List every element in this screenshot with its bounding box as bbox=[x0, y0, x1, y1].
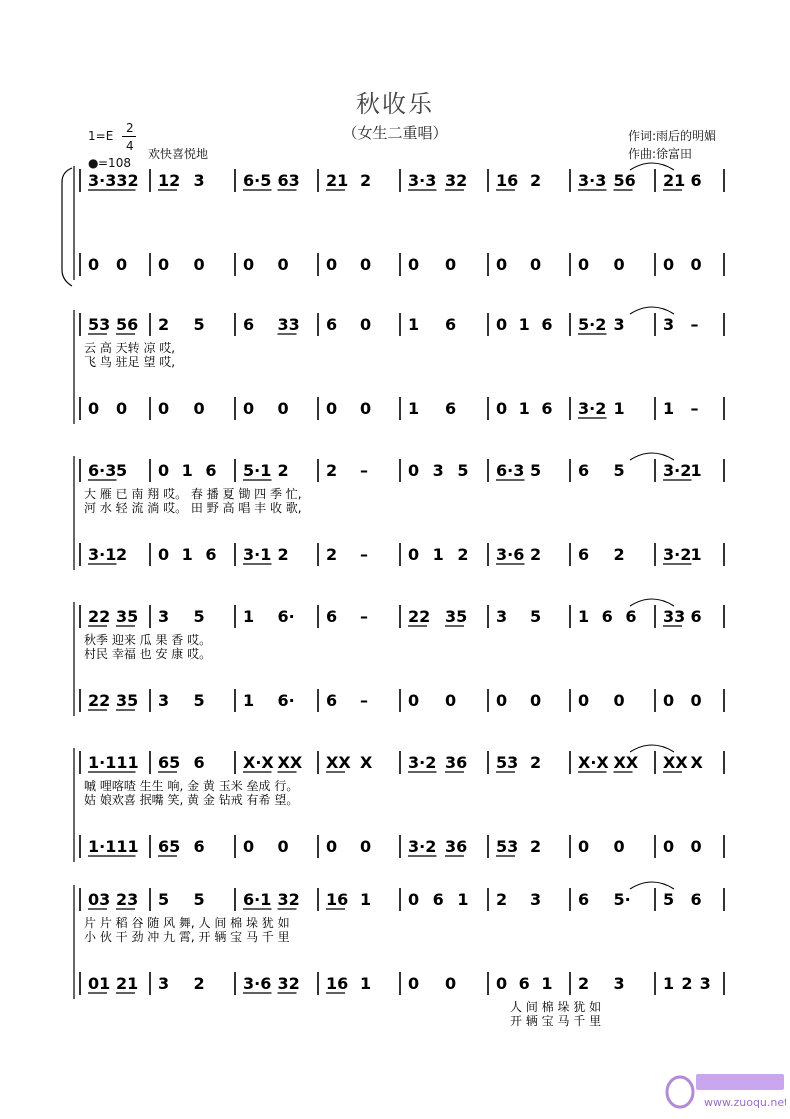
note: 0 bbox=[326, 255, 338, 274]
composer: 作曲:徐富田 bbox=[628, 147, 693, 161]
note: 1·111 bbox=[88, 837, 139, 856]
note: 0 bbox=[158, 545, 170, 564]
tempo: =108 bbox=[98, 156, 131, 170]
note: 1 bbox=[457, 890, 469, 909]
note: 2 bbox=[530, 171, 542, 190]
tie-slur bbox=[630, 882, 674, 889]
note: 5 bbox=[613, 461, 625, 480]
note: 0 bbox=[408, 974, 420, 993]
song-title: 秋收乐 bbox=[356, 90, 434, 118]
note: 0 bbox=[277, 255, 289, 274]
note: 0 bbox=[88, 399, 100, 418]
note: 6 bbox=[205, 545, 217, 564]
note: 0 bbox=[663, 255, 675, 274]
lyrics-verse-2: 小 伙 干 劲 冲 九 霄, 开 辆 宝 马 千 里 bbox=[84, 930, 290, 944]
note: 2 bbox=[158, 315, 170, 334]
note: 0 bbox=[326, 399, 338, 418]
note: 3·3 bbox=[578, 171, 607, 190]
note: 3 bbox=[663, 315, 675, 334]
note: 2 bbox=[326, 545, 338, 564]
note: 35 bbox=[116, 607, 139, 626]
note: 3 bbox=[158, 607, 170, 626]
note: 5 bbox=[663, 890, 675, 909]
note: 0 bbox=[360, 315, 372, 334]
note: 1 bbox=[181, 461, 193, 480]
note: 1 bbox=[663, 399, 675, 418]
note: – bbox=[360, 461, 368, 480]
note: – bbox=[360, 545, 368, 564]
note: 0 bbox=[360, 255, 372, 274]
note: 6 bbox=[445, 399, 457, 418]
note: 0 bbox=[193, 399, 205, 418]
note: 5 bbox=[193, 607, 205, 626]
note: 1 bbox=[408, 315, 420, 334]
note: 0 bbox=[408, 255, 420, 274]
note: 0 bbox=[408, 545, 420, 564]
note: 6· bbox=[277, 607, 295, 626]
note: 36 bbox=[445, 753, 468, 772]
note: 0 bbox=[277, 837, 289, 856]
note: 12 bbox=[158, 171, 181, 190]
note: 0 bbox=[496, 255, 508, 274]
note: 6 bbox=[578, 461, 590, 480]
note: 6 bbox=[326, 315, 338, 334]
note: 0 bbox=[326, 837, 338, 856]
note: 0 bbox=[158, 255, 170, 274]
note: 2 bbox=[277, 545, 289, 564]
note: 0 bbox=[158, 399, 170, 418]
note: 0 bbox=[88, 255, 100, 274]
logo-emblem-icon bbox=[667, 1077, 693, 1107]
note: 0 bbox=[116, 255, 128, 274]
note: 65 bbox=[158, 837, 181, 856]
note: 16 bbox=[496, 171, 519, 190]
note: 5 bbox=[116, 461, 128, 480]
note: 1 bbox=[518, 399, 530, 418]
note: 2 bbox=[578, 974, 590, 993]
lyricist: 作词:雨后的明媚 bbox=[628, 129, 717, 143]
note: 3 bbox=[158, 974, 170, 993]
first-system-brace bbox=[62, 168, 72, 286]
time-signature-top: 2 bbox=[126, 121, 134, 135]
note: 3 bbox=[699, 974, 711, 993]
note: 6·3 bbox=[88, 461, 117, 480]
note: 1 bbox=[360, 974, 372, 993]
note: 35 bbox=[116, 691, 139, 710]
note: 2 bbox=[613, 545, 625, 564]
note: 3 bbox=[613, 974, 625, 993]
note: 5 bbox=[530, 461, 542, 480]
note: 1 bbox=[613, 399, 625, 418]
note: 22 bbox=[408, 607, 431, 626]
tie-slur bbox=[630, 453, 674, 460]
note: 3 bbox=[158, 691, 170, 710]
note: 6 bbox=[326, 607, 338, 626]
note: 1 bbox=[181, 545, 193, 564]
note: 6 bbox=[625, 607, 637, 626]
note: 1·111 bbox=[88, 753, 139, 772]
note: 0 bbox=[277, 399, 289, 418]
note: 2 bbox=[116, 545, 128, 564]
note: 03 bbox=[88, 890, 111, 909]
note: 3·2 bbox=[578, 399, 607, 418]
note: 6·5 bbox=[243, 171, 272, 190]
note: 0 bbox=[663, 837, 675, 856]
note: 0 bbox=[613, 837, 625, 856]
note: X bbox=[360, 753, 373, 772]
note: 0 bbox=[193, 255, 205, 274]
note: 0 bbox=[243, 837, 255, 856]
note: 56 bbox=[613, 171, 636, 190]
note: X·X bbox=[578, 753, 609, 772]
note: 0 bbox=[613, 691, 625, 710]
note: 2 bbox=[457, 545, 469, 564]
note: 1 bbox=[541, 974, 553, 993]
note: 16 bbox=[326, 974, 349, 993]
bottom-lyrics-verse-2: 开 辆 宝 马 千 里 bbox=[510, 1014, 602, 1028]
note: 6 bbox=[205, 461, 217, 480]
note: 32 bbox=[277, 890, 300, 909]
note: 1 bbox=[243, 691, 255, 710]
note: 3 bbox=[613, 315, 625, 334]
note: 0 bbox=[408, 890, 420, 909]
note: 0 bbox=[530, 691, 542, 710]
lyrics-verse-2: 村民 幸福 也 安 康 哎。 bbox=[84, 647, 212, 661]
note: 16 bbox=[326, 890, 349, 909]
note: 3·6 bbox=[243, 974, 272, 993]
note: 3·6 bbox=[496, 545, 525, 564]
lyrics-verse-1: 大 雁 已 南 翔 哎。 春 播 夏 锄 四 季 忙, bbox=[84, 487, 302, 501]
note: 2 bbox=[530, 837, 542, 856]
note: 2 bbox=[193, 974, 205, 993]
lyrics-verse-1: 秋季 迎来 瓜 果 香 哎。 bbox=[84, 633, 212, 647]
note: 2 bbox=[530, 753, 542, 772]
note: 6 bbox=[690, 890, 702, 909]
tie-slur bbox=[630, 307, 674, 314]
note: 3·332 bbox=[88, 171, 139, 190]
tie-slur bbox=[630, 599, 674, 606]
note: 3·3 bbox=[408, 171, 437, 190]
note: 32 bbox=[277, 974, 300, 993]
lyrics-verse-1: 片 片 稻 谷 随 风 舞, 人 间 棉 垛 犹 如 bbox=[84, 916, 290, 930]
quarter-note-icon: ● bbox=[88, 156, 99, 170]
note: 2 bbox=[530, 545, 542, 564]
note: 21 bbox=[116, 974, 139, 993]
note: 0 bbox=[578, 255, 590, 274]
note: 0 bbox=[496, 974, 508, 993]
note: 3 bbox=[432, 461, 444, 480]
bottom-lyrics-verse-1: 人 间 棉 垛 犹 如 bbox=[510, 1000, 602, 1014]
note: 5·1 bbox=[243, 461, 272, 480]
note: 0 bbox=[690, 691, 702, 710]
note: 5 bbox=[193, 691, 205, 710]
lyrics-verse-2: 河 水 轻 流 淌 哎。 田 野 高 唱 丰 收 歌, bbox=[84, 501, 302, 515]
note: 32 bbox=[445, 171, 468, 190]
note: 1 bbox=[690, 461, 702, 480]
note: 0 bbox=[578, 691, 590, 710]
note: 1 bbox=[518, 315, 530, 334]
note: 6 bbox=[578, 890, 590, 909]
note: 2 bbox=[326, 461, 338, 480]
note: – bbox=[690, 399, 699, 418]
note: 6· bbox=[277, 691, 295, 710]
note: 6 bbox=[541, 399, 553, 418]
note: – bbox=[360, 607, 368, 626]
note: 53 bbox=[496, 837, 519, 856]
note: 53 bbox=[496, 753, 519, 772]
note: 6 bbox=[445, 315, 457, 334]
note: 6 bbox=[193, 837, 205, 856]
note: 6 bbox=[690, 607, 702, 626]
time-signature-bottom: 4 bbox=[126, 139, 134, 153]
note: 63 bbox=[277, 171, 300, 190]
note: 22 bbox=[88, 607, 111, 626]
note: 2 bbox=[360, 171, 372, 190]
note: 0 bbox=[116, 399, 128, 418]
tie-slur bbox=[630, 163, 674, 170]
key-signature: 1=E bbox=[88, 129, 114, 143]
note: 5 bbox=[457, 461, 469, 480]
song-subtitle: （女生二重唱） bbox=[342, 124, 448, 142]
lyrics-verse-1: 云 高 天转 凉 哎, bbox=[84, 341, 176, 355]
note: XX bbox=[663, 753, 688, 772]
note: 6 bbox=[578, 545, 590, 564]
note: 6 bbox=[243, 315, 255, 334]
expression-mark: 欢快喜悦地 bbox=[148, 147, 209, 161]
note: 0 bbox=[530, 255, 542, 274]
note: 2 bbox=[277, 461, 289, 480]
note: – bbox=[690, 315, 699, 334]
note: 1 bbox=[243, 607, 255, 626]
note: 65 bbox=[158, 753, 181, 772]
note: 0 bbox=[663, 691, 675, 710]
note: 1 bbox=[360, 890, 372, 909]
note: XX bbox=[326, 753, 351, 772]
note: 53 bbox=[88, 315, 111, 334]
note: 3 bbox=[496, 607, 508, 626]
note: 6 bbox=[690, 171, 702, 190]
note: 3·2 bbox=[663, 461, 692, 480]
note: 3·2 bbox=[408, 837, 437, 856]
note: 0 bbox=[408, 461, 420, 480]
note: 0 bbox=[445, 691, 457, 710]
note: 1 bbox=[578, 607, 590, 626]
note: 3 bbox=[193, 171, 205, 190]
note: 6 bbox=[541, 315, 553, 334]
note: 0 bbox=[496, 691, 508, 710]
note: 3 bbox=[530, 890, 542, 909]
note: 56 bbox=[116, 315, 139, 334]
note: 6 bbox=[432, 890, 444, 909]
site-logo bbox=[664, 1068, 786, 1114]
note: XX bbox=[277, 753, 303, 772]
note: 5 bbox=[193, 890, 205, 909]
note: X bbox=[690, 753, 703, 772]
note: 0 bbox=[690, 837, 702, 856]
note: 21 bbox=[326, 171, 349, 190]
note: 5· bbox=[613, 890, 631, 909]
note: 6 bbox=[518, 974, 530, 993]
note: 36 bbox=[445, 837, 468, 856]
note: 1 bbox=[690, 545, 702, 564]
note: 5·2 bbox=[578, 315, 607, 334]
note: 2 bbox=[496, 890, 508, 909]
note: 3·1 bbox=[243, 545, 272, 564]
note: 0 bbox=[158, 461, 170, 480]
note: 23 bbox=[116, 890, 139, 909]
note: 0 bbox=[496, 399, 508, 418]
tie-slur bbox=[630, 745, 674, 752]
note: XX bbox=[613, 753, 639, 772]
note: 3·2 bbox=[408, 753, 437, 772]
logo-url: www.zuoqu.net bbox=[704, 1096, 786, 1109]
note: 33 bbox=[277, 315, 300, 334]
note: 0 bbox=[243, 255, 255, 274]
note: 0 bbox=[613, 255, 625, 274]
note: 0 bbox=[496, 315, 508, 334]
note: X·X bbox=[243, 753, 274, 772]
lyrics-verse-2: 飞 鸟 驻足 望 哎, bbox=[84, 355, 176, 369]
note: 6·3 bbox=[496, 461, 525, 480]
note: 1 bbox=[432, 545, 444, 564]
note: 0 bbox=[243, 399, 255, 418]
note: 1 bbox=[663, 974, 675, 993]
note: 0 bbox=[360, 399, 372, 418]
note: 6·1 bbox=[243, 890, 272, 909]
note: 6 bbox=[601, 607, 613, 626]
note: 22 bbox=[88, 691, 111, 710]
note: 5 bbox=[193, 315, 205, 334]
note: 0 bbox=[445, 974, 457, 993]
note: 3·2 bbox=[663, 545, 692, 564]
note: 0 bbox=[578, 837, 590, 856]
note: 1 bbox=[408, 399, 420, 418]
note: – bbox=[360, 691, 368, 710]
note: 2 bbox=[681, 974, 693, 993]
note: 33 bbox=[663, 607, 686, 626]
note: 0 bbox=[690, 255, 702, 274]
note: 3·1 bbox=[88, 545, 117, 564]
note: 6 bbox=[326, 691, 338, 710]
note: 6 bbox=[193, 753, 205, 772]
lyrics-verse-2: 姑 娘欢喜 抿嘴 笑, 黄 金 钻戒 有希 望。 bbox=[84, 793, 299, 807]
note: 21 bbox=[663, 171, 686, 190]
note: 5 bbox=[158, 890, 170, 909]
note: 0 bbox=[360, 837, 372, 856]
lyrics-verse-1: 嘁 哩喀喳 生生 响, 金 黄 玉米 垒成 行。 bbox=[84, 779, 299, 793]
note: 5 bbox=[530, 607, 542, 626]
note: 0 bbox=[445, 255, 457, 274]
note: 01 bbox=[88, 974, 111, 993]
note: 0 bbox=[408, 691, 420, 710]
note: 35 bbox=[445, 607, 468, 626]
